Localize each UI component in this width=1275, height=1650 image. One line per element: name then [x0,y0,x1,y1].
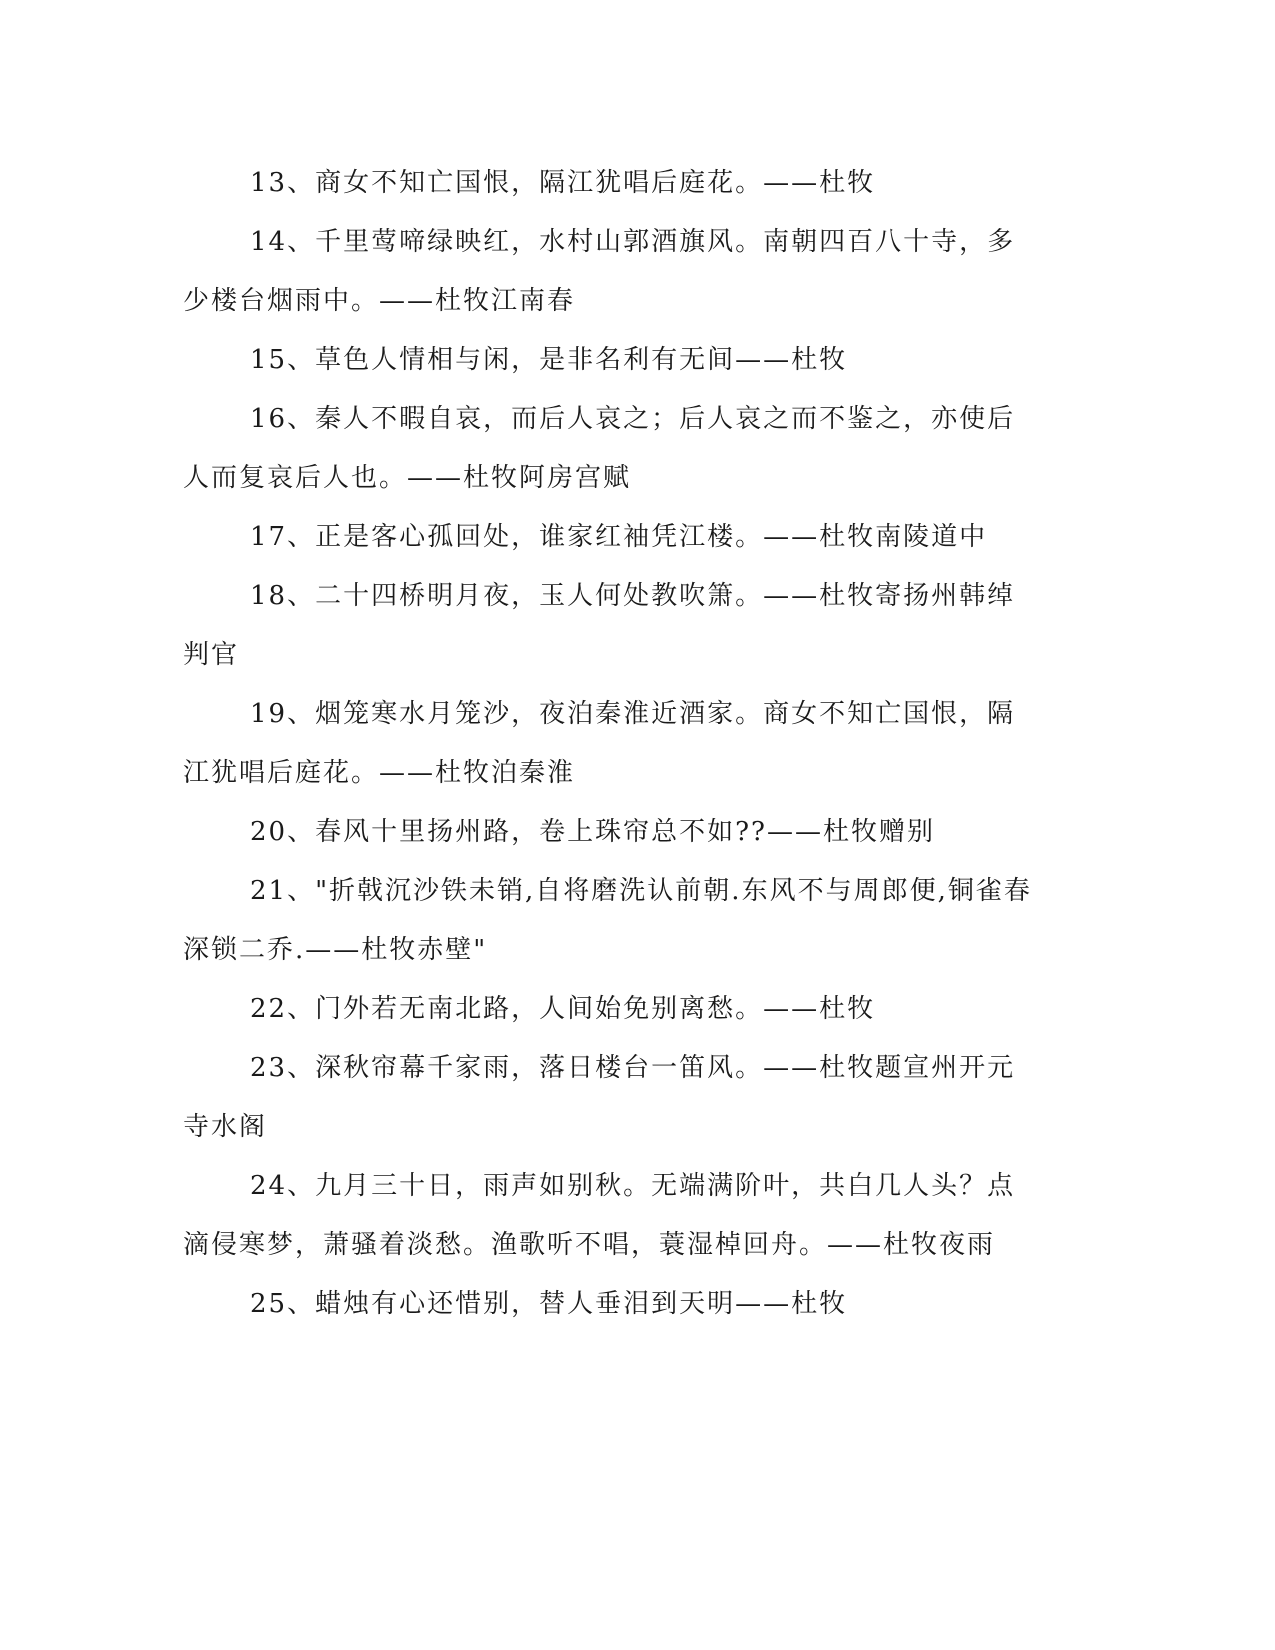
paragraph-13: 13、商女不知亡国恨，隔江犹唱后庭花。——杜牧 [250,168,876,198]
paragraph-20: 20、春风十里扬州路，卷上珠帘总不如??——杜牧赠别 [250,817,935,847]
paragraph-25: 25、蜡烛有心还惜别，替人垂泪到天明——杜牧 [250,1289,848,1319]
paragraph-23: 23、深秋帘幕千家雨，落日楼台一笛风。——杜牧题宣州开元寺水阁 [183,1053,1016,1142]
document-body [183,154,1043,1334]
paragraph-14: 14、千里莺啼绿映红，水村山郭酒旗风。南朝四百八十寺，多少楼台烟雨中。——杜牧江南春 [183,227,1016,316]
paragraph-22: 22、门外若无南北路，人间始免别离愁。——杜牧 [250,994,876,1024]
paragraph-15: 15、草色人情相与闲，是非名利有无间——杜牧 [250,345,848,375]
paragraph-24: 24、九月三十日，雨声如别秋。无端满阶叶，共白几人头？点滴侵寒梦，萧骚着淡愁。渔歌听不唱，蓑湿棹回舟。——杜牧夜雨 [183,1171,1016,1260]
paragraph-21: 21、"折戟沉沙铁未销,自将磨洗认前朝.东风不与周郎便,铜雀春深锁二乔.——杜牧赤壁" [183,876,1032,965]
paragraph-16: 16、秦人不暇自哀，而后人哀之；后人哀之而不鉴之，亦使后人而复哀后人也。——杜牧阿房宫赋 [183,404,1016,493]
paragraph-17: 17、正是客心孤回处，谁家红袖凭江楼。——杜牧南陵道中 [250,522,988,552]
paragraph-18: 18、二十四桥明月夜，玉人何处教吹箫。——杜牧寄扬州韩绰判官 [183,581,1016,670]
paragraph-19: 19、烟笼寒水月笼沙，夜泊秦淮近酒家。商女不知亡国恨，隔江犹唱后庭花。——杜牧泊秦淮 [183,699,1016,788]
